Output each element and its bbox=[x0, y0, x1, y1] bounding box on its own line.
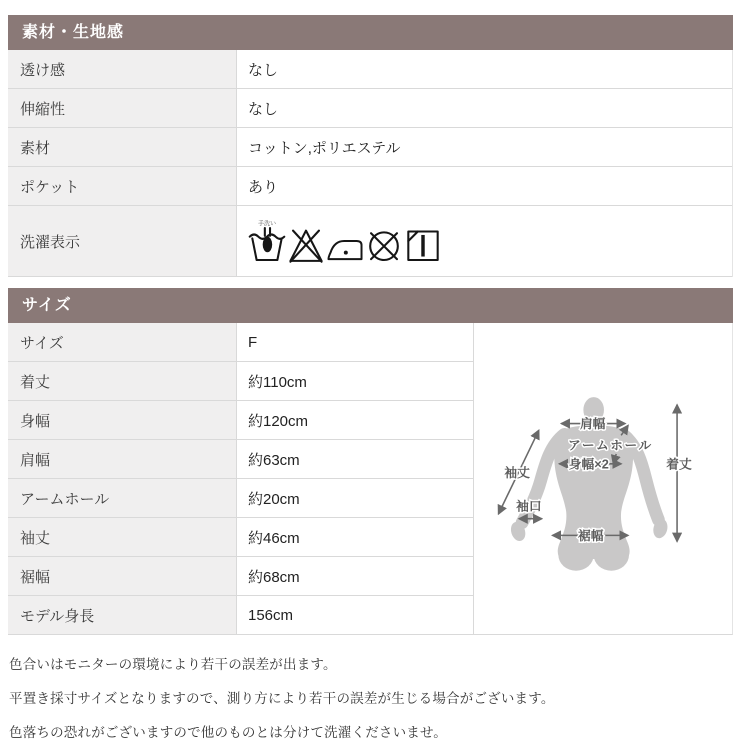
size-section-header bbox=[8, 288, 733, 323]
diagram-label-sleeve: 袖丈 bbox=[504, 465, 530, 481]
material-section bbox=[8, 15, 733, 277]
row-value-material: コットン,ポリエステル bbox=[248, 139, 401, 157]
row-label-model-height: モデル身長 bbox=[8, 596, 237, 634]
hand-wash-note: 手洗い bbox=[257, 221, 277, 228]
row-label-material: 素材 bbox=[8, 128, 237, 166]
laundry-care-icons bbox=[248, 211, 442, 271]
size-body bbox=[8, 323, 733, 635]
row-label-care: 洗濯表示 bbox=[8, 206, 237, 276]
garment-silhouette-diagram bbox=[474, 323, 732, 634]
diagram-label-armhole: アームホール bbox=[568, 437, 653, 453]
row-label-stretch: 伸縮性 bbox=[8, 89, 237, 127]
material-section-title: 素材・生地感 bbox=[22, 24, 125, 41]
measurement-diagram bbox=[473, 323, 733, 635]
table-row bbox=[8, 128, 732, 167]
table-row bbox=[8, 401, 473, 440]
row-label-pocket: ポケット bbox=[8, 167, 237, 205]
size-table bbox=[8, 323, 473, 635]
row-label-length: 着丈 bbox=[8, 362, 237, 400]
row-value-sheerness: なし bbox=[248, 61, 279, 79]
footnotes bbox=[8, 653, 733, 741]
row-label-sleeve: 袖丈 bbox=[8, 518, 237, 556]
row-value-stretch: なし bbox=[248, 100, 279, 118]
note-monitor-color: 色合いはモニターの環境により若干の誤差が出ます。 bbox=[9, 657, 337, 672]
table-row bbox=[8, 50, 732, 89]
table-row bbox=[8, 440, 473, 479]
row-value-body-width: 約120cm bbox=[248, 412, 309, 430]
row-label-armhole: アームホール bbox=[8, 479, 237, 517]
note-wash-separately: 色落ちの恐れがございますので他のものとは分けて洗濯くださいませ。 bbox=[9, 725, 447, 740]
note-measurement-tolerance: 平置き採寸サイズとなりますので、測り方により若干の誤差が生じる場合がございます。 bbox=[9, 691, 555, 706]
row-value-sleeve: 約46cm bbox=[248, 529, 300, 547]
material-section-header bbox=[8, 15, 733, 50]
row-value-care-icons bbox=[237, 206, 732, 276]
row-value-size: F bbox=[248, 333, 258, 351]
row-value-hem: 約68cm bbox=[248, 568, 300, 586]
row-label-sheerness: 透け感 bbox=[8, 50, 237, 88]
table-row bbox=[8, 167, 732, 206]
row-label-hem: 裾幅 bbox=[8, 557, 237, 595]
dry-in-shade-icon bbox=[404, 215, 442, 267]
row-value-length: 約110cm bbox=[248, 373, 307, 391]
size-section-title: サイズ bbox=[22, 297, 72, 314]
hand-wash-icon bbox=[248, 215, 286, 267]
table-row bbox=[8, 596, 473, 635]
row-label-size: サイズ bbox=[8, 323, 237, 361]
do-not-dry-clean-icon bbox=[365, 215, 403, 267]
table-row bbox=[8, 479, 473, 518]
material-table bbox=[8, 50, 733, 277]
row-label-shoulder: 肩幅 bbox=[8, 440, 237, 478]
row-value-armhole: 約20cm bbox=[248, 490, 300, 508]
table-row bbox=[8, 362, 473, 401]
diagram-label-hem: 裾幅 bbox=[577, 527, 604, 543]
diagram-label-body-width: 身幅×2 bbox=[568, 456, 609, 472]
table-row bbox=[8, 89, 732, 128]
iron-low-heat-icon bbox=[326, 215, 364, 267]
row-value-model-height: 156cm bbox=[248, 606, 294, 624]
table-row bbox=[8, 518, 473, 557]
size-section bbox=[8, 288, 733, 635]
diagram-label-cuff: 袖口 bbox=[516, 498, 542, 514]
table-row bbox=[8, 323, 473, 362]
row-value-pocket: あり bbox=[248, 178, 279, 196]
row-label-body-width: 身幅 bbox=[8, 401, 237, 439]
diagram-label-shoulder: 肩幅 bbox=[579, 416, 606, 432]
diagram-label-length: 着丈 bbox=[666, 456, 692, 472]
table-row bbox=[8, 557, 473, 596]
do-not-bleach-icon bbox=[287, 215, 325, 267]
row-value-shoulder: 約63cm bbox=[248, 451, 300, 469]
table-row bbox=[8, 206, 732, 277]
